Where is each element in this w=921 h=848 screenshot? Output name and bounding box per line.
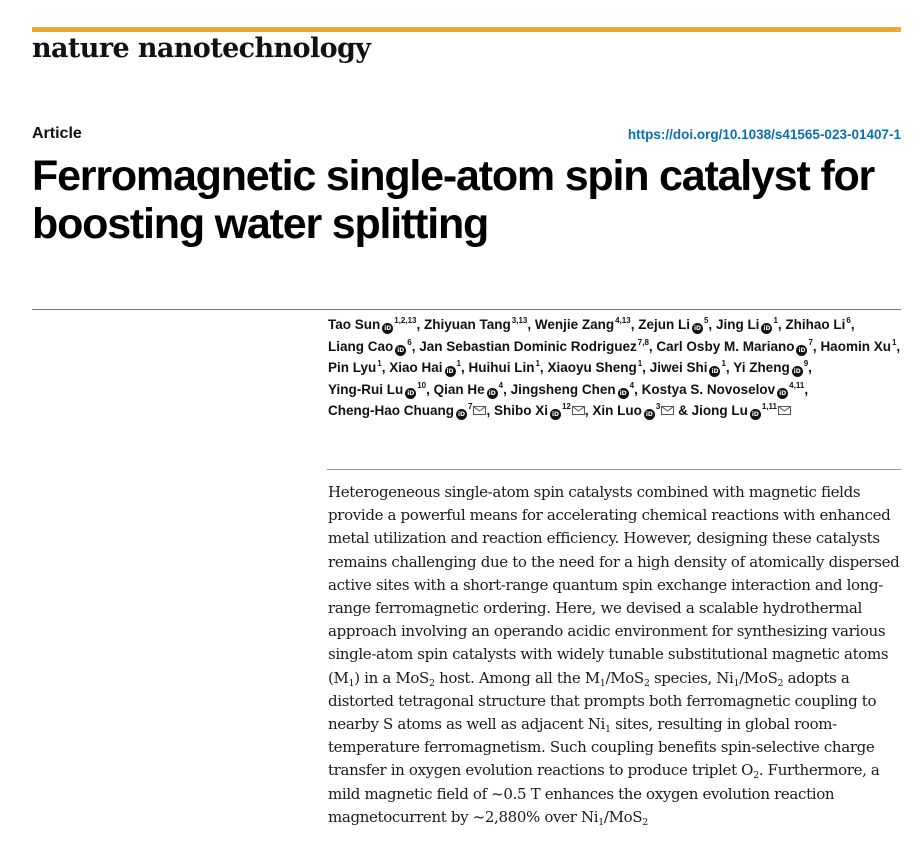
author [656,339,813,354]
header-divider [32,309,901,310]
orcid-icon[interactable]: iD [779,389,787,397]
author-affiliation: 1,11 [761,402,777,412]
author [638,317,708,332]
author [419,339,649,354]
author [328,382,426,397]
author [692,403,791,418]
author [535,317,631,332]
author-name[interactable]: Jiwei Shi [649,360,708,376]
orcid-icon[interactable]: iD [711,368,719,376]
orcid-icon[interactable]: iD [751,411,759,419]
author-affiliation: 1 [721,359,726,369]
author-affiliation: 1 [773,316,778,325]
author-affiliation: 1 [535,359,540,369]
author-affiliation: 10 [417,380,427,390]
author [328,339,412,354]
author [650,360,726,375]
orcid-icon[interactable]: iD [793,368,801,376]
author [642,382,805,397]
author-affiliation: 1 [637,359,643,369]
author-name[interactable]: Jan Sebastian Dominic Rodriguez [419,338,637,354]
author-name[interactable]: Carl Osby M. Mariano [656,338,795,354]
author [592,403,674,418]
author [733,360,808,375]
mail-icon[interactable] [572,406,585,415]
author-affiliation: 1 [456,359,461,369]
author-name[interactable]: Yi Zheng [733,360,790,376]
author [424,317,527,332]
journal-accent-bar [32,27,901,32]
orcid-icon[interactable]: iD [798,346,806,354]
author-affiliation: 4 [629,380,635,390]
author-affiliation: 12 [561,402,571,412]
author [494,403,585,418]
author-affiliation: 1 [891,337,897,347]
author [434,382,503,397]
author [820,339,896,354]
author-name[interactable]: Haomin Xu [820,338,891,354]
author-affiliation: 7 [808,337,813,347]
author [785,317,850,332]
orcid-icon[interactable]: iD [619,389,627,397]
orcid-icon[interactable]: iD [397,346,405,354]
mail-icon[interactable] [473,406,486,415]
author-name[interactable]: Zhiyuan Tang [424,317,511,332]
author-name[interactable]: Wenjie Zang [534,317,615,332]
author-name[interactable]: Jiong Lu [691,403,748,419]
author-affiliation: 7 [468,402,473,412]
mail-icon[interactable] [778,406,791,415]
orcid-icon[interactable]: iD [693,325,701,332]
orcid-icon[interactable]: iD [551,411,559,419]
orcid-icon[interactable]: iD [407,389,415,397]
author [389,360,461,375]
author-name[interactable]: Zejun Li [638,317,690,332]
orcid-icon[interactable]: iD [645,411,653,419]
author-name[interactable]: Kostya S. Novoselov [641,381,776,397]
author-affiliation: 3,13 [511,316,528,325]
author-name[interactable]: Zhihao Li [785,317,846,332]
author [328,317,417,332]
author-name[interactable]: Xin Luo [592,403,642,419]
orcid-icon[interactable]: iD [457,411,466,419]
author-name[interactable]: Jing Li [715,317,760,332]
journal-name: nature nanotechnology [32,33,371,64]
author [511,382,634,397]
author-affiliation: 1,2,13 [394,316,417,325]
author-name[interactable]: Tao Sun [328,317,381,332]
author-affiliation: 9 [803,359,809,369]
author-affiliation: 6 [846,316,851,325]
author-list: Tao Sun iD$^{1,2,13}$, Zhiyuan Tang$^{3,13}$, Wenjie Zang$^{4,13}$, Zejun Li iD$^5$, Jing Li iD$^1$, Zhihao Li$^6$, Liang Cao iD$^6$, Jan Sebastian Dominic Rodriguez$^{7,8}$, Carl Osby M. Mariano iD$^7$, Haomin Xu$^1$, Pin Lyu$^1$, Xiao Hai iD$^1$, Huihui Lin$^1$, Xiaoyu Sheng$^1$, Jiwei Shi iD$^1$, Yi Zheng iD$^9$, Ying-Rui Lu iD$^{10}$, Qian He iD$^4$, Jingsheng Chen iD$^4$, Kostya S. Novoselov iD$^{4,11}$, Cheng-Hao Chuang iD$^7$ , Shibo Xi iD$^{12}$ , Xin Luo iD$^3$ & Jiong Lu iD$^{1,11}$ [328,316,901,419]
orcid-icon[interactable]: iD [763,325,771,332]
author-name[interactable]: Huihui Lin [468,360,535,376]
author-name[interactable]: Qian He [433,381,485,397]
author [547,360,642,375]
author-affiliation: 5 [703,316,709,325]
author-name[interactable]: Pin Lyu [328,360,377,376]
author [328,360,382,375]
author-affiliation: 1 [377,359,382,369]
author-name[interactable]: Cheng-Hao Chuang [328,403,454,419]
mail-icon[interactable] [661,406,674,415]
doi-link[interactable]: https://doi.org/10.1038/s41565-023-01407-1 [627,127,901,142]
orcid-icon[interactable]: iD [446,368,454,376]
author [328,403,486,418]
author-name[interactable]: Liang Cao [328,338,394,354]
orcid-icon[interactable]: iD [488,389,496,397]
author-name[interactable]: Ying-Rui Lu [328,381,404,397]
author-affiliation: 6 [407,337,412,347]
author-affiliation: 3 [655,402,661,412]
author-name[interactable]: Xiaoyu Sheng [547,360,637,376]
article-title: Ferromagnetic single-atom spin catalyst for boosting water splitting [32,152,875,248]
abstract-divider [327,469,901,470]
abstract: Heterogeneous single-atom spin catalysts combined with magnetic fields provide a powerful means for accelerating chemical reactions with enhanced metal utilization and reaction efficiency. However, designing these catalysts remains challenging due to the need for a high density of atomically dispersed active sites with a short-range quantum spin exchange interaction and long-range ferromagnetic ordering. Here, we devised a scalable hydrothermal approach involving an operando acidic environment for synthesizing various single-atom spin catalysts with widely tunable substitutional magnetic atoms $(M_1)$ in a MoS$_2$ host. Among all the $M_1/MoS_2$ species, $Ni_1/MoS_2$ adopts a distorted tetragonal structure that prompts both ferromagnetic coupling to nearby S atoms as well as adjacent $Ni_1$ sites, resulting in global room-temperature ferromagnetism. Such coupling benefits spin-selective charge transfer in oxygen evolution reactions to produce triplet $O_2$. Furthermore, a mild magnetic field of ~0.5 T enhances the oxygen evolution reaction magnetocurrent by ~2,880% over $Ni_1/MoS_2$ [328,483,900,828]
author-affiliation: 4,11 [789,380,805,390]
author [468,360,539,375]
orcid-icon[interactable]: iD [384,325,392,332]
article-type-label: Article [32,125,82,142]
author-affiliation: 7,8 [637,337,649,347]
author-name[interactable]: Jingsheng Chen [510,381,616,397]
author-affiliation: 4,13 [615,316,631,325]
author-name[interactable]: Xiao Hai [389,360,443,376]
author-affiliation: 4 [498,380,504,390]
author-name[interactable]: Shibo Xi [493,403,548,419]
author [716,317,778,332]
